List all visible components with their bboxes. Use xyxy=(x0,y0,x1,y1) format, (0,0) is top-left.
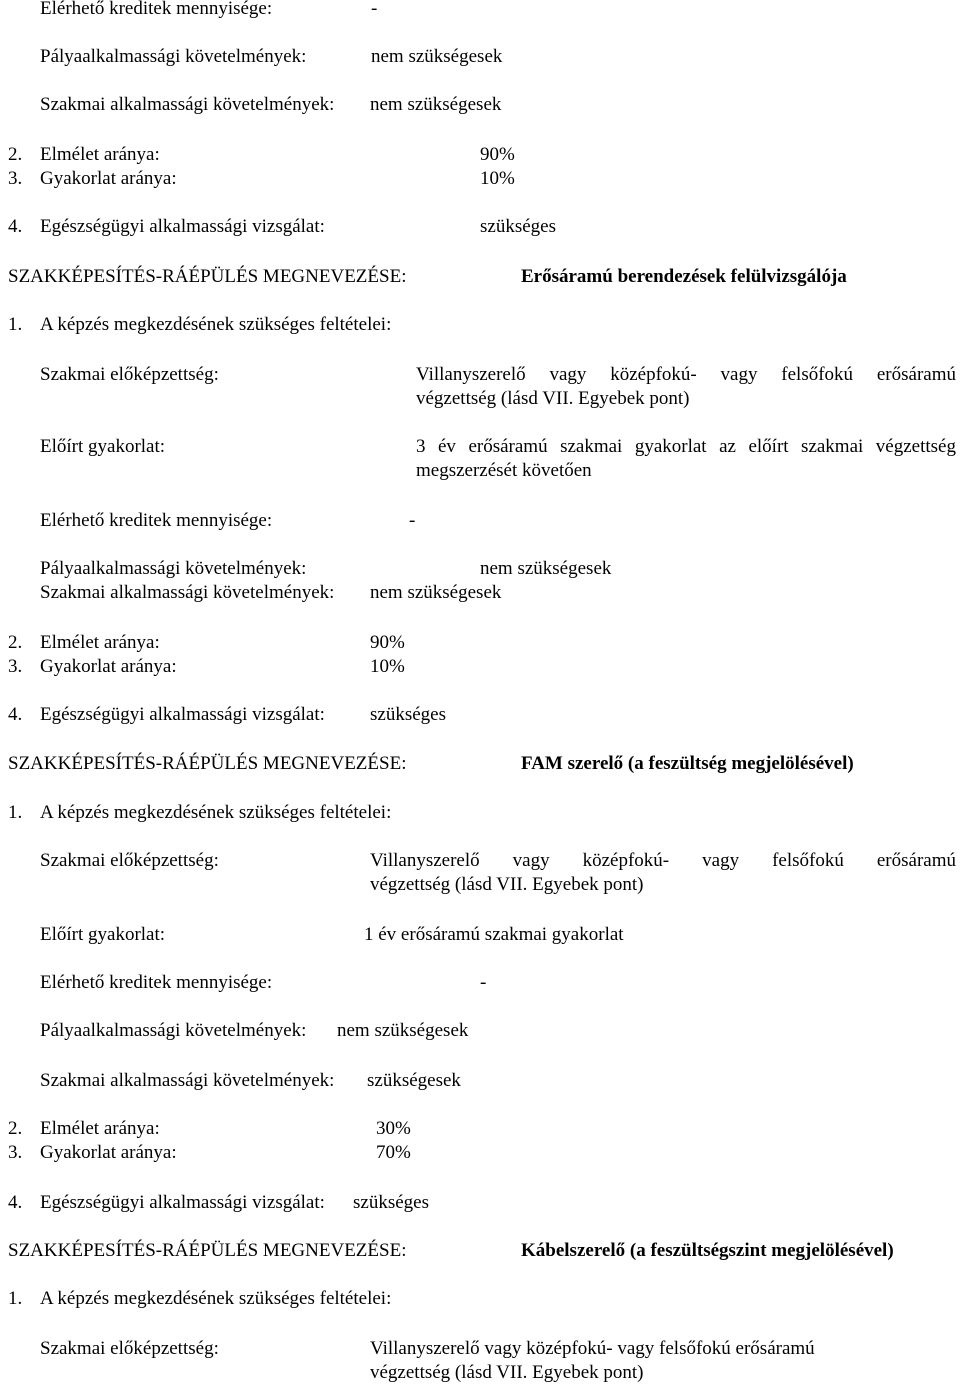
prior-qualification-line2: végzettség (lásd VII. Egyebek pont) xyxy=(370,1362,644,1383)
aptitude-label: Pályaalkalmassági követelmények: xyxy=(40,46,307,67)
required-practice-line2: megszerzését követően xyxy=(416,460,592,481)
practice-value: 10% xyxy=(480,168,515,189)
prior-qualification-label: Szakmai előképzettség: xyxy=(40,364,219,385)
conditions-num: 1. xyxy=(8,314,23,335)
prof-aptitude-value: nem szükségesek xyxy=(370,94,502,115)
aptitude-value: nem szükségesek xyxy=(337,1020,469,1041)
required-practice-line1: 3 év erősáramú szakmai gyakorlat az előírt szakmai végzettség xyxy=(416,436,956,457)
conditions-num: 1. xyxy=(8,802,23,823)
section-heading-title: FAM szerelő (a feszültség megjelölésével) xyxy=(521,753,854,774)
prior-qualification-label: Szakmai előképzettség: xyxy=(40,1338,219,1359)
section-heading-label: SZAKKÉPESÍTÉS-RÁÉPÜLÉS MEGNEVEZÉSE: xyxy=(8,1240,407,1261)
aptitude-label: Pályaalkalmassági követelmények: xyxy=(40,558,307,579)
section-heading-title: Kábelszerelő (a feszültségszint megjelölésével) xyxy=(521,1240,894,1261)
section-heading-label: SZAKKÉPESÍTÉS-RÁÉPÜLÉS MEGNEVEZÉSE: xyxy=(8,753,407,774)
conditions-num: 1. xyxy=(8,1288,23,1309)
required-practice-label: Előírt gyakorlat: xyxy=(40,436,166,457)
health-value: szükséges xyxy=(370,704,446,725)
theory-label: Elmélet aránya: xyxy=(40,632,160,653)
theory-num: 2. xyxy=(8,144,23,165)
practice-label: Gyakorlat aránya: xyxy=(40,168,177,189)
health-num: 4. xyxy=(8,704,23,725)
required-practice-label: Előírt gyakorlat: xyxy=(40,924,166,945)
theory-num: 2. xyxy=(8,1118,23,1139)
prior-qualification-line1: Villanyszerelő vagy középfokú- vagy felsőfokú erősáramú xyxy=(416,364,956,385)
conditions-label: A képzés megkezdésének szükséges feltételei: xyxy=(40,314,392,335)
credits-label: Elérhető kreditek mennyisége: xyxy=(40,0,273,19)
practice-label: Gyakorlat aránya: xyxy=(40,656,177,677)
practice-num: 3. xyxy=(8,168,23,189)
credits-value: - xyxy=(409,510,416,531)
theory-value: 90% xyxy=(480,144,515,165)
prior-qualification-line1: Villanyszerelő vagy középfokú- vagy felsőfokú erősáramú xyxy=(370,850,956,871)
practice-value: 10% xyxy=(370,656,405,677)
credits-label: Elérhető kreditek mennyisége: xyxy=(40,510,273,531)
credits-label: Elérhető kreditek mennyisége: xyxy=(40,972,273,993)
practice-num: 3. xyxy=(8,656,23,677)
conditions-label: A képzés megkezdésének szükséges feltételei: xyxy=(40,802,392,823)
prof-aptitude-value: szükségesek xyxy=(367,1070,461,1091)
health-label: Egészségügyi alkalmassági vizsgálat: xyxy=(40,1192,325,1213)
aptitude-value: nem szükségesek xyxy=(371,46,503,67)
practice-num: 3. xyxy=(8,1142,23,1163)
practice-value: 70% xyxy=(376,1142,411,1163)
practice-label: Gyakorlat aránya: xyxy=(40,1142,177,1163)
health-value: szükséges xyxy=(480,216,556,237)
section-heading-title: Erősáramú berendezések felülvizsgálója xyxy=(521,266,847,287)
aptitude-value: nem szükségesek xyxy=(480,558,612,579)
health-num: 4. xyxy=(8,216,23,237)
section-heading-label: SZAKKÉPESÍTÉS-RÁÉPÜLÉS MEGNEVEZÉSE: xyxy=(8,266,407,287)
health-label: Egészségügyi alkalmassági vizsgálat: xyxy=(40,704,325,725)
theory-value: 30% xyxy=(376,1118,411,1139)
prof-aptitude-value: nem szükségesek xyxy=(370,582,502,603)
theory-num: 2. xyxy=(8,632,23,653)
health-num: 4. xyxy=(8,1192,23,1213)
theory-value: 90% xyxy=(370,632,405,653)
prior-qualification-label: Szakmai előképzettség: xyxy=(40,850,219,871)
theory-label: Elmélet aránya: xyxy=(40,144,160,165)
theory-label: Elmélet aránya: xyxy=(40,1118,160,1139)
conditions-label: A képzés megkezdésének szükséges feltételei: xyxy=(40,1288,392,1309)
prior-qualification-line2: végzettség (lásd VII. Egyebek pont) xyxy=(416,388,690,409)
health-value: szükséges xyxy=(353,1192,429,1213)
aptitude-label: Pályaalkalmassági követelmények: xyxy=(40,1020,307,1041)
credits-value: - xyxy=(371,0,378,19)
prof-aptitude-label: Szakmai alkalmassági követelmények: xyxy=(40,94,335,115)
required-practice-value: 1 év erősáramú szakmai gyakorlat xyxy=(364,924,624,945)
prof-aptitude-label: Szakmai alkalmassági követelmények: xyxy=(40,1070,335,1091)
credits-value: - xyxy=(480,972,487,993)
prior-qualification-line2: végzettség (lásd VII. Egyebek pont) xyxy=(370,874,644,895)
prof-aptitude-label: Szakmai alkalmassági követelmények: xyxy=(40,582,335,603)
prior-qualification-line1: Villanyszerelő vagy középfokú- vagy felsőfokú erősáramú xyxy=(370,1338,815,1359)
health-label: Egészségügyi alkalmassági vizsgálat: xyxy=(40,216,325,237)
